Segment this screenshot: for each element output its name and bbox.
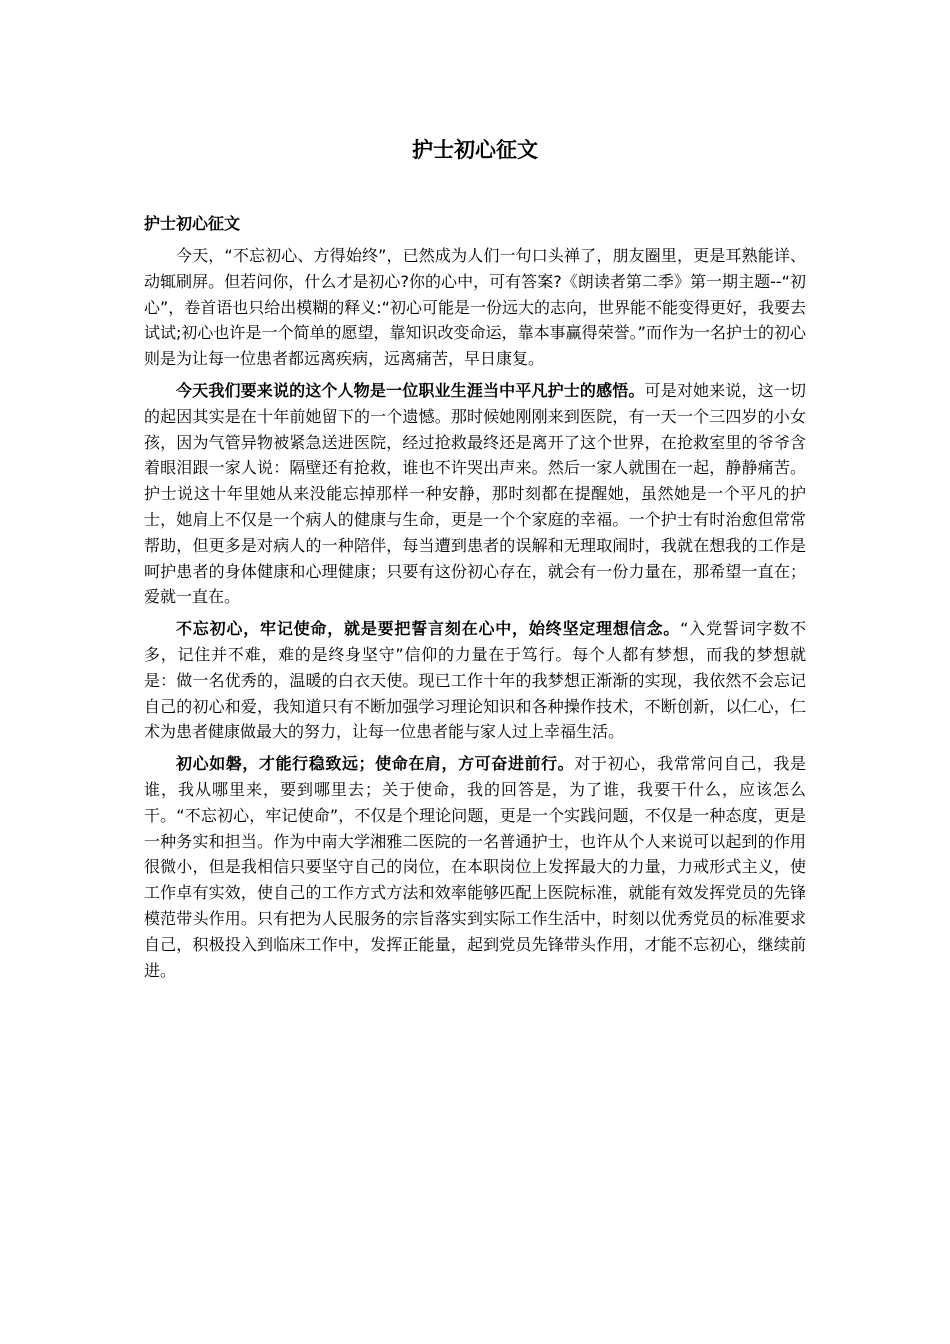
paragraph-2: [144, 378, 806, 610]
paragraph-3-lead: 不忘初心，牢记使命，就是要把誓言刻在心中，始终坚定理想信念。: [176, 619, 681, 639]
paragraph-3-body: “入党誓词字数不多，记住并不难，难的是终身坚守”信仰的力量在于笃行。每个人都有梦想，而我的梦想就是：做一名优秀的，温暖的白衣天使。现已工作十年的我梦想正渐渐的实现，我依然不会忘记自己的初心和爱，我知道只有不断加强学习理论知识和各种操作技术，不断创新，以仁心，仁术为患者健康做最大的努力，让每一位患者能与家人过上幸福生活。: [144, 619, 806, 742]
paragraph-3: [144, 616, 806, 745]
paragraph-1: [144, 243, 806, 372]
paragraph-4-lead: 初心如磐，才能行稳致远；使命在肩，方可奋进前行。: [176, 754, 575, 774]
paragraph-4: [144, 751, 806, 983]
document-body: [144, 211, 806, 989]
section-heading: 护士初心征文: [144, 214, 241, 233]
paragraph-2-body: 可是对她来说，这一切的起因其实是在十年前她留下的一个遗憾。那时候她刚刚来到医院，有一天一个三四岁的小女孩，因为气管异物被紧急送进医院，经过抢救最终还是离开了这个世界，在抢救室里的爷爷含着眼泪跟一家人说：隔壁还有抢救，谁也不许哭出声来。然后一家人就围在一起，静静痛苦。护士说这十年里她从来没能忘掉那样一种安静，那时刻都在提醒她，虽然她是一个平凡的护士，她肩上不仅是一个病人的健康与生命，更是一个个家庭的幸福。一个护士有时治愈但常常帮助，但更多是对病人的一种陪伴，每当遭到患者的误解和无理取闹时，我就在想我的工作是呵护患者的身体健康和心理健康；只要有这份初心存在，就会有一份力量在，那希望一直在；爱就一直在。: [144, 380, 806, 607]
document-title: 护士初心征文: [412, 138, 538, 162]
paragraph-1-body: 今天，“不忘初心、方得始终”，已然成为人们一句口头禅了，朋友圈里，更是耳熟能详、动辄刷屏。但若问你，什么才是初心?你的心中，可有答案?《朗读者第二季》第一期主题--“初心”，卷首语也只给出模糊的释义:“初心可能是一份远大的志向，世界能不能变得更好，我要去试试;初心也许是一个简单的愿望，靠知识改变命运，靠本事赢得荣誉。”而作为一名护士的初心则是为让每一位患者都远离疾病，远离痛苦，早日康复。: [144, 246, 806, 369]
paragraph-4-body: 对于初心，我常常问自己，我是谁，我从哪里来，要到哪里去；关于使命，我的回答是，为了谁，我要干什么，应该怎么干。“不忘初心，牢记使命”，不仅是个理论问题，更是一个实践问题，不仅是一种态度，更是一种务实和担当。作为中南大学湘雅二医院的一名普通护士，也许从个人来说可以起到的作用很微小，但是我相信只要坚守自己的岗位，在本职岗位上发挥最大的力量，力戒形式主义，使工作卓有实效，使自己的工作方式方法和效率能够匹配上医院标准，就能有效发挥党员的先锋模范带头作用。只有把为人民服务的宗旨落实到实际工作生活中，时刻以优秀党员的标准要求自己，积极投入到临床工作中，发挥正能量，起到党员先锋带头作用，才能不忘初心，继续前进。: [144, 754, 806, 980]
paragraph-2-lead: 今天我们要来说的这个人物是一位职业生涯当中平凡护士的感悟。: [176, 380, 645, 400]
